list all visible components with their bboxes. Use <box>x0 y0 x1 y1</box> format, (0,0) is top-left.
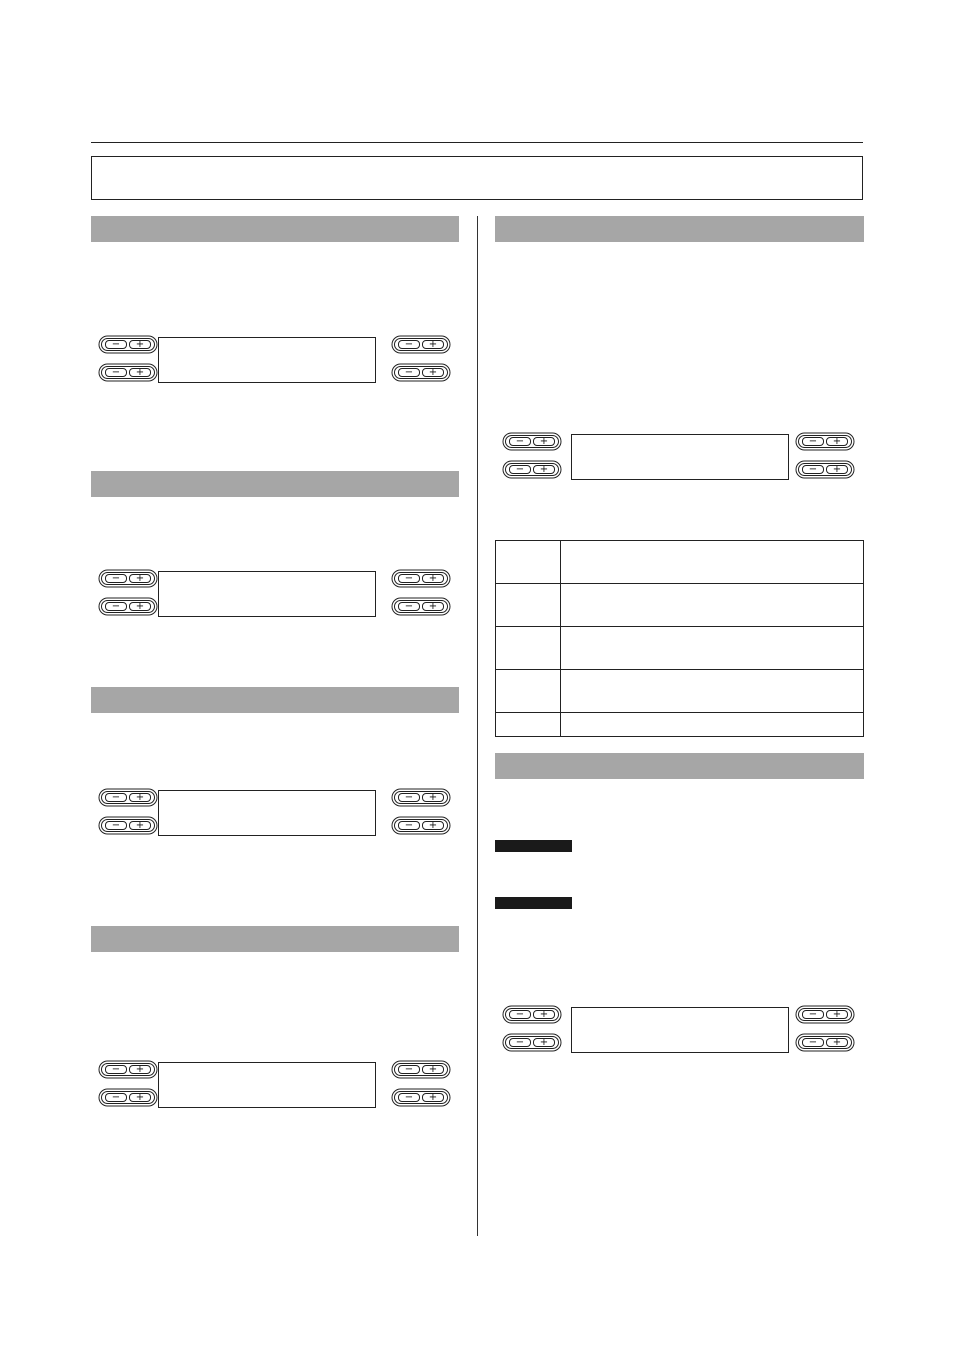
table-cell <box>496 627 561 670</box>
button-pair-left-bottom[interactable] <box>505 1036 559 1049</box>
minus-button[interactable]: − <box>802 465 824 474</box>
button-pair-left-top[interactable] <box>101 791 155 804</box>
button-pair-left-bottom[interactable] <box>101 366 155 379</box>
plus-button[interactable]: + <box>422 1065 444 1074</box>
minus-button[interactable]: − <box>802 1010 824 1019</box>
minus-button[interactable]: − <box>509 1038 531 1047</box>
section-header-bar-1 <box>91 216 459 242</box>
minus-button[interactable]: − <box>105 340 127 349</box>
table-cell <box>496 541 561 584</box>
button-pair-right-bottom[interactable] <box>394 600 448 613</box>
table-cell <box>561 541 864 584</box>
table-row <box>496 627 864 670</box>
lcd-display <box>571 434 789 480</box>
lcd-display <box>571 1007 789 1053</box>
plus-button[interactable]: + <box>422 602 444 611</box>
button-pair-right-top[interactable] <box>798 435 852 448</box>
plus-button[interactable]: + <box>422 574 444 583</box>
button-pair-left-top[interactable] <box>101 1063 155 1076</box>
lcd-panel-3 <box>91 790 451 840</box>
plus-button[interactable]: + <box>129 821 151 830</box>
plus-button[interactable]: + <box>826 1038 848 1047</box>
note-tag-2 <box>495 897 572 909</box>
plus-button[interactable]: + <box>826 1010 848 1019</box>
plus-button[interactable]: + <box>422 821 444 830</box>
section-header-bar-2 <box>91 471 459 497</box>
plus-button[interactable]: + <box>826 465 848 474</box>
button-pair-left-bottom[interactable] <box>101 600 155 613</box>
minus-button[interactable]: − <box>509 437 531 446</box>
minus-button[interactable]: − <box>398 1065 420 1074</box>
button-pair-left-bottom[interactable] <box>505 463 559 476</box>
button-pair-right-bottom[interactable] <box>394 1091 448 1104</box>
section-header-bar-3 <box>91 687 459 713</box>
table-cell <box>496 584 561 627</box>
button-pair-right-top[interactable] <box>394 338 448 351</box>
minus-button[interactable]: − <box>105 574 127 583</box>
minus-button[interactable]: − <box>105 821 127 830</box>
table-row <box>496 670 864 713</box>
button-pair-right-top[interactable] <box>394 791 448 804</box>
lcd-display <box>158 571 376 617</box>
plus-button[interactable]: + <box>533 465 555 474</box>
minus-button[interactable]: − <box>509 1010 531 1019</box>
button-pair-left-top[interactable] <box>101 338 155 351</box>
table-cell <box>496 713 561 737</box>
plus-button[interactable]: + <box>129 1065 151 1074</box>
minus-button[interactable]: − <box>105 1065 127 1074</box>
button-pair-left-top[interactable] <box>505 1008 559 1021</box>
section-header-bar-4 <box>91 926 459 952</box>
button-pair-right-top[interactable] <box>798 1008 852 1021</box>
plus-button[interactable]: + <box>422 368 444 377</box>
button-pair-right-top[interactable] <box>394 1063 448 1076</box>
button-pair-right-bottom[interactable] <box>394 366 448 379</box>
minus-button[interactable]: − <box>802 1038 824 1047</box>
minus-button[interactable]: − <box>398 821 420 830</box>
lcd-panel-2 <box>91 571 451 621</box>
button-pair-right-bottom[interactable] <box>798 463 852 476</box>
button-pair-right-top[interactable] <box>394 572 448 585</box>
minus-button[interactable]: − <box>398 793 420 802</box>
parameter-table <box>495 540 864 737</box>
column-divider <box>477 216 478 1236</box>
plus-button[interactable]: + <box>533 437 555 446</box>
title-box <box>91 156 863 200</box>
plus-button[interactable]: + <box>129 368 151 377</box>
button-pair-left-top[interactable] <box>101 572 155 585</box>
plus-button[interactable]: + <box>129 602 151 611</box>
table-row <box>496 541 864 584</box>
table-cell <box>561 627 864 670</box>
lcd-panel-4 <box>91 1062 451 1112</box>
lcd-panel-5 <box>495 434 855 484</box>
minus-button[interactable]: − <box>398 340 420 349</box>
minus-button[interactable]: − <box>398 368 420 377</box>
section-header-bar-6 <box>495 753 864 779</box>
button-pair-right-bottom[interactable] <box>394 819 448 832</box>
note-tag-1 <box>495 840 572 852</box>
minus-button[interactable]: − <box>105 602 127 611</box>
plus-button[interactable]: + <box>129 793 151 802</box>
lcd-display <box>158 790 376 836</box>
button-pair-right-bottom[interactable] <box>798 1036 852 1049</box>
lcd-display <box>158 1062 376 1108</box>
plus-button[interactable]: + <box>129 340 151 349</box>
table-cell <box>561 584 864 627</box>
plus-button[interactable]: + <box>533 1010 555 1019</box>
minus-button[interactable]: − <box>105 368 127 377</box>
table-row <box>496 713 864 737</box>
section-header-bar-5 <box>495 216 864 242</box>
minus-button[interactable]: − <box>105 1093 127 1102</box>
minus-button[interactable]: − <box>802 437 824 446</box>
minus-button[interactable]: − <box>398 1093 420 1102</box>
minus-button[interactable]: − <box>398 602 420 611</box>
plus-button[interactable]: + <box>129 574 151 583</box>
table-cell <box>561 670 864 713</box>
minus-button[interactable]: − <box>509 465 531 474</box>
plus-button[interactable]: + <box>826 437 848 446</box>
lcd-panel-6 <box>495 1007 855 1057</box>
plus-button[interactable]: + <box>422 1093 444 1102</box>
plus-button[interactable]: + <box>533 1038 555 1047</box>
plus-button[interactable]: + <box>129 1093 151 1102</box>
lcd-display <box>158 337 376 383</box>
minus-button[interactable]: − <box>398 574 420 583</box>
button-pair-left-top[interactable] <box>505 435 559 448</box>
plus-button[interactable]: + <box>422 340 444 349</box>
button-pair-left-bottom[interactable] <box>101 819 155 832</box>
table-cell <box>561 713 864 737</box>
table-cell <box>496 670 561 713</box>
lcd-panel-1 <box>91 337 451 387</box>
top-rule <box>91 142 863 143</box>
button-pair-left-bottom[interactable] <box>101 1091 155 1104</box>
plus-button[interactable]: + <box>422 793 444 802</box>
table-row <box>496 584 864 627</box>
minus-button[interactable]: − <box>105 793 127 802</box>
